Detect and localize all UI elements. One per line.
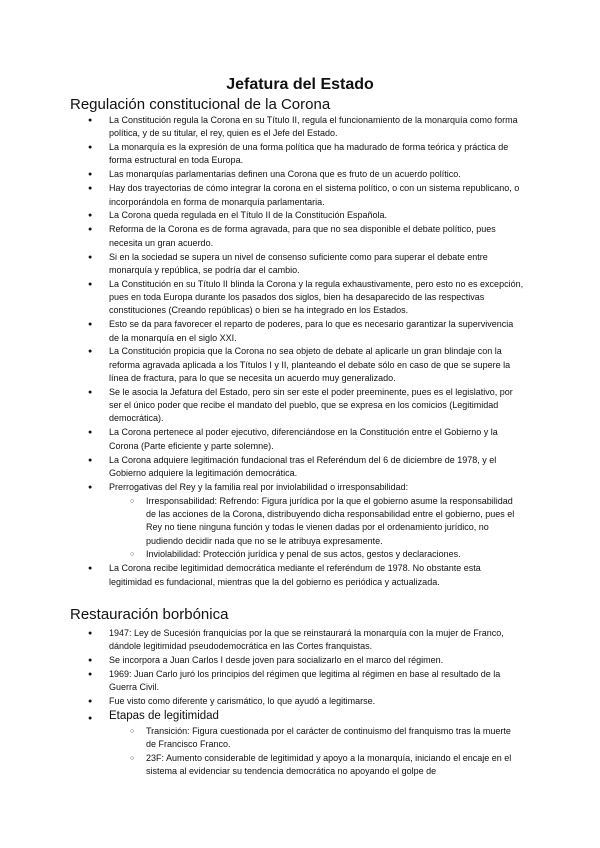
list-item: ● La Corona recibe legitimidad democrática mediante el referéndum de 1978. No obstante esta legitimidad es fundacional, mientras que la del gobierno es periódica y actualizada. [0,562,600,589]
list-item: ● La Corona pertenece al poder ejecutivo, diferenciándose en la Constitución entre el Gobierno y la Corona (Parte eficiente y parte solemne). [0,426,600,453]
list-item: ● Fue visto como diferente y carismático, lo que ayudó a legitimarse. [0,695,600,708]
section-heading-regulacion: Regulación constitucional de la Corona [70,96,331,113]
list-item: ● La Constitución propicia que la Corona no sea objeto de debate al aplicarle un gran blindaje con la reforma agravada aplicada a los Títulos I y II, planteando el debate sólo en caso de que se supere la línea de fractura, para lo que se necesita un acuerdo muy generalizado. [0,345,600,385]
list-item: ● Prerrogativas del Rey y la familia real por inviolabilidad o irresponsabilidad: [0,481,600,494]
list-item: ● Reforma de la Corona es de forma agravada, para que no sea disponible el debate político, pues necesita un gran acuerdo. [0,223,600,250]
list-item: ● 1969: Juan Carlo juró los principios del régimen que legitima al régimen en base al resultado de la Guerra Civil. [0,668,600,695]
restauracion-list [0,627,600,779]
sub-list-item: ○ Transición: Figura cuestionada por el carácter de continuismo del franquismo tras la muerte de Francisco Franco. [0,725,600,752]
list-item: ● Se le asocia la Jefatura del Estado, pero sin ser este el poder preeminente, pues es el legislativo, por ser el único poder que recibe el mandato del pueblo, que se expresa en los comicios (Legitimidad democrática). [0,386,600,426]
section-heading-restauracion: Restauración borbónica [70,606,229,623]
regulacion-list [0,114,600,589]
sub-list-item: ○ Irresponsabilidad: Refrendo: Figura jurídica por la que el gobierno asume la responsabilidad de las acciones de la Corona, distribuyendo dicha responsabilidad entre el gobierno, pues el Rey no tiene ninguna función y todas le vienen dadas por el ordenamiento jurídico, no pudiendo decidir nada que no se le atribuya expresamente. [0,495,600,548]
list-item: ● Se incorpora a Juan Carlos I desde joven para socializarlo en el marco del régimen. [0,654,600,667]
list-item: ● Si en la sociedad se supera un nivel de consenso suficiente como para superar el debate entre monarquía y república, se podría dar el cambio. [0,251,600,278]
list-item: ● Esto se da para favorecer el reparto de poderes, para lo que es necesario garantizar la supervivencia de la monarquía en el siglo XXI. [0,318,600,345]
document-title: Jefatura del Estado [226,76,374,93]
list-item: ● Las monarquías parlamentarias definen una Corona que es fruto de un acuerdo político. [0,168,600,181]
sub-list-item: ○ Inviolabilidad: Protección jurídica y penal de sus actos, gestos y declaraciones. [0,548,600,561]
list-item: ● La Constitución regula la Corona en su Título II, regula el funcionamiento de la monarquía como forma política, y de su titular, el rey, quien es el Jefe del Estado. [0,114,600,141]
list-item: ● La monarquía es la expresión de una forma política que ha madurado de forma teórica y práctica de forma estructural en toda Europa. [0,141,600,168]
etapas-heading: ● Etapas de legitimidad [0,709,600,724]
list-item: ● La Corona queda regulada en el Título II de la Constitución Española. [0,209,600,222]
list-item: ● La Corona adquiere legitimación fundacional tras el Referéndum del 6 de diciembre de 1978, y el Gobierno adquiere la legitimación democrática. [0,454,600,481]
list-item: ● 1947: Ley de Sucesión franquicias por la que se reinstaurará la monarquía con la mujer de Franco, dándole legitimidad pseudodemocrática en las Cortes franquistas. [0,627,600,654]
list-item: ● Hay dos trayectorias de cómo integrar la corona en el sistema político, o con un sistema republicano, o incorporándola en forma de monarquía parlamentaria. [0,182,600,209]
list-item: ● La Constitución en su Título II blinda la Corona y la regula exhaustivamente, pero esto no es excepción, pues en toda Europa durante los pasados dos siglos, bien ha desaparecido de las respectivas constituciones (Creando repúblicas) o bien se ha integrado en los Estados. [0,278,600,318]
sub-list-item: ○ 23F: Aumento considerable de legitimidad y apoyo a la monarquía, iniciando el encaje en el sistema al evidenciar su tendencia democrática no apoyando el golpe de [0,752,600,779]
